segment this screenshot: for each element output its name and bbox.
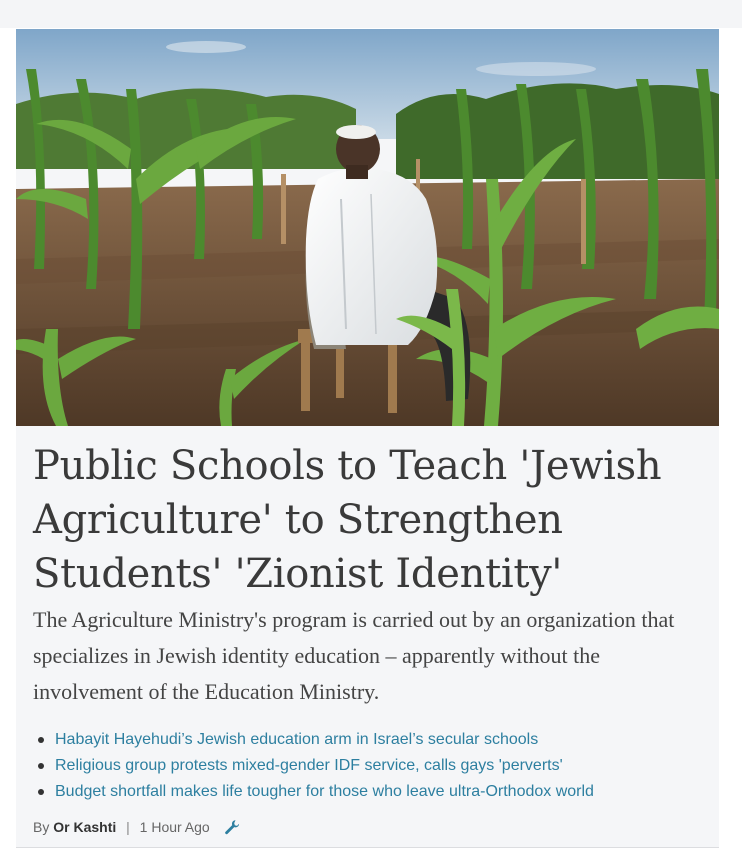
article-summary: The Agriculture Ministry's program is carried out by an organization that specializes in Jewish identity education – apparently without the involvement of the Education Ministry. — [33, 607, 675, 704]
bullet-icon — [38, 763, 44, 769]
author-name[interactable]: Or Kashti — [53, 819, 117, 835]
top-bar — [0, 0, 742, 28]
related-link[interactable]: Religious group protests mixed-gender IDF service, calls gays 'perverts' — [55, 757, 563, 774]
byline-prefix: By — [33, 819, 50, 835]
wrench-icon[interactable] — [224, 819, 240, 835]
article-card[interactable] — [16, 29, 719, 848]
related-link-item — [38, 727, 594, 753]
byline-separator: | — [126, 819, 130, 835]
article-photo[interactable] — [16, 29, 719, 426]
bottom-divider — [16, 847, 719, 848]
related-link-item — [38, 779, 594, 805]
byline — [33, 817, 240, 837]
article-headline[interactable]: Public Schools to Teach 'Jewish Agriculture' to Strengthen Students' 'Zionist Identity' — [33, 443, 662, 597]
related-link[interactable]: Habayit Hayehudi’s Jewish education arm in Israel’s secular schools — [55, 731, 539, 748]
related-link-item — [38, 753, 594, 779]
related-link[interactable]: Budget shortfall makes life tougher for those who leave ultra-Orthodox world — [55, 783, 594, 800]
bullet-icon — [38, 789, 44, 795]
timestamp: 1 Hour Ago — [139, 819, 210, 835]
bullet-icon — [38, 737, 44, 743]
related-links-list — [38, 727, 594, 805]
